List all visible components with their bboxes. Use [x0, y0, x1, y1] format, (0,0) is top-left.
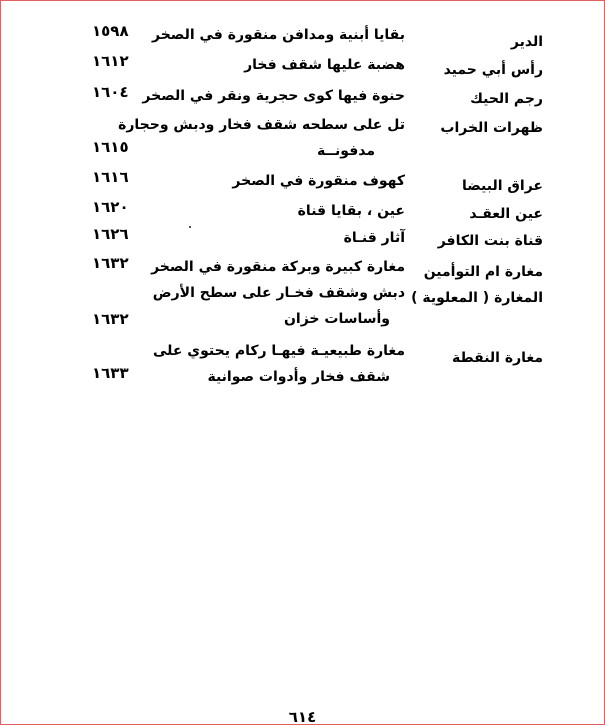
site-description: حنوة فيها كوى حجرية ونقر في الصخر	[142, 88, 405, 104]
reference-number: ١٦٢٦	[92, 225, 129, 243]
reference-number: ١٦١٦	[92, 168, 129, 186]
site-description: مغارة كبيرة وبركة منقورة في الصخر دبش وشقف فخـار على سطح الأرض وأساسات خزان	[151, 259, 405, 327]
place-name: مغارة النقطة	[452, 350, 543, 366]
site-description: آثار قنـاة	[343, 230, 405, 246]
reference-number: ١٦٣٢	[92, 254, 129, 272]
place-name: رجم الحيك	[470, 91, 543, 107]
place-name: رأس أبي حميد	[443, 62, 543, 78]
site-description: مغارة طبيعيـة فيهـا ركام يحتوي على شقف فخار وأدوات صوانية	[152, 343, 405, 385]
site-description: بقايا أبنية ومدافن منقورة في الصخر	[151, 27, 405, 43]
reference-number: ١٦٣٢	[92, 310, 129, 328]
place-name: الدير	[510, 34, 543, 50]
site-description: عين ، بقايا قناة	[297, 203, 405, 219]
reference-number: ١٦٠٤	[92, 83, 129, 101]
place-name: عراق البيضا	[462, 178, 543, 194]
reference-number: ١٦٢٠	[92, 198, 129, 216]
page-number: ٦١٤	[288, 708, 317, 726]
reference-number: ١٥٩٨	[92, 22, 129, 40]
place-name: مغارة ام التوأمين	[423, 264, 543, 280]
print-speck	[189, 226, 191, 228]
reference-number: ١٦١٥	[92, 138, 129, 156]
site-description: تل على سطحه شقف فخار ودبش وحجارة مدفونــة	[118, 117, 405, 159]
site-description: هضبة عليها شقف فخار	[244, 57, 405, 73]
reference-number: ١٦١٢	[92, 52, 129, 70]
place-name: عين العقـد	[469, 206, 543, 222]
place-name: ظهرات الخراب	[440, 120, 543, 136]
site-description: كهوف منقورة في الصخر	[232, 173, 405, 189]
reference-number: ١٦٣٣	[92, 364, 129, 382]
place-name: قناة بنت الكافر	[437, 233, 543, 249]
place-name-alt: المغارة ( المعلوية )	[411, 290, 543, 306]
